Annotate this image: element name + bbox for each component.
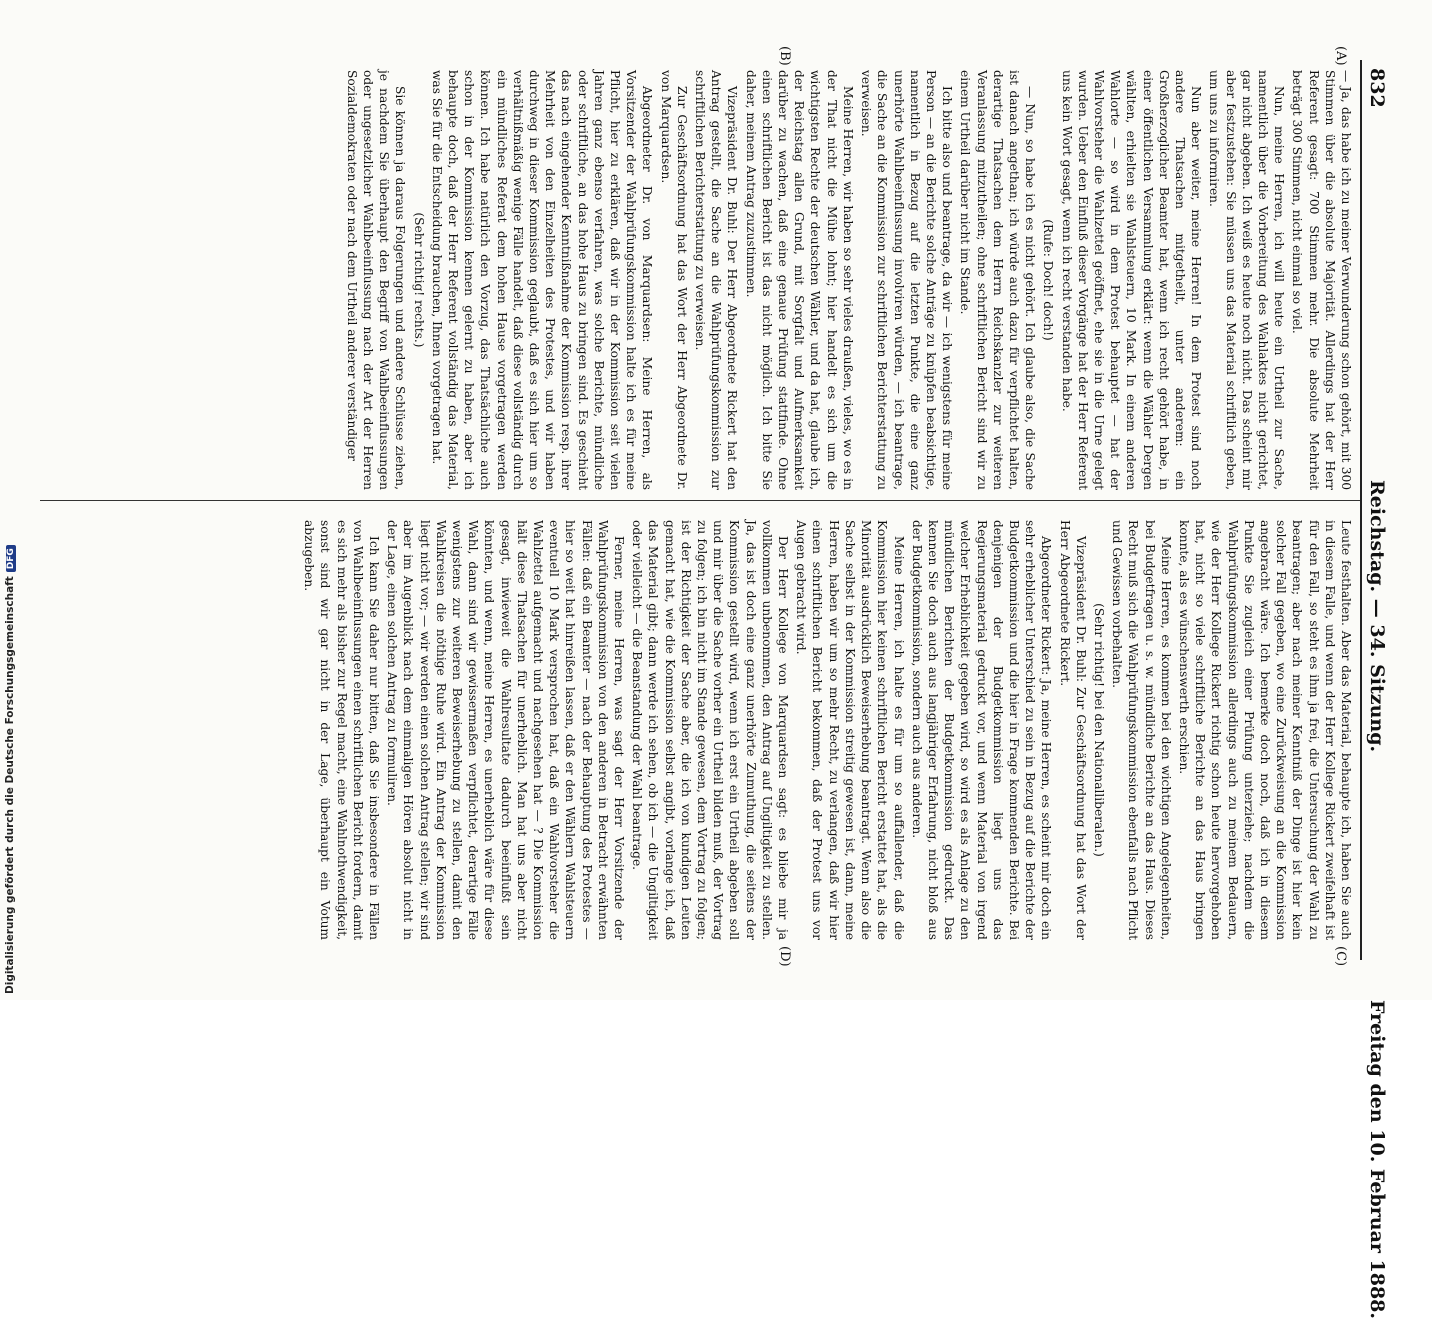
left-column [34,70,1354,490]
margin-marker-b: (B) [777,46,792,66]
margin-marker-a: (A) [1333,46,1348,66]
interjection: (Sehr richtig! rechts.) [411,212,426,348]
interjection: (Rufe: Doch! doch!) [1041,219,1056,341]
credit-text: Digitalisierung gefördert durch die Deutsche Forschungsgemeinschaft [4,576,16,994]
page-date: Freitag den 10. Februar 1888. [1366,1000,1388,1319]
paragraph: Vizepräsident Dr. Buhl: Zur Geschäftsordnung hat das Wort der Herr Abgeordnete Rickert. [1057,520,1088,940]
page-header [1360,60,1390,1319]
paragraph: Zur Geschäftsordnung hat das Wort der Herr Abgeordnete Dr. von Marquardsen. [658,70,689,490]
paragraph: Meine Herren, es kommen bei den wichtigen Angelegenheiten, bei Budgetfragen u. s. w. mündliche Berichte an das Haus. Dieses Recht muß sich die Wahlprüfungskommission ebenfalls nach Pflicht und Gewissen vorbehalten. [1110,520,1173,940]
paragraph: — Ja, das habe ich zu meiner Verwunderung schon gehört, mit 300 Stimmen über die absolute Majorität. Allerdings hat der Herr Referent gesagt: 700 Stimmen mehr. Die absolute Mehrheit beträgt 300 Stimmen, nicht einmal so viel. [1290,70,1353,490]
paragraph: Abgeordneter Dr. von Marquardsen: Meine Herren, als Vorsitzender der Wahlprüfungskommission halte ich es für meine Pflicht, hier zu erklären, daß wir in der Kommission seit vielen Jahren ganz ebenso verfahren, was solche Berichte, mündliche oder schriftliche, an das hohe Haus zu bringen sind. Es geschieht das nach eingehender Kenntnißnahme der Kommission resp. ihrer Mehrheit von den Einzelheiten des Protestes, und wir haben durchweg in dieser Kommission geglaubt, daß es sich hier um so verhältnißmäßig wenige Fälle handelt, daß diese vollständig durch ein mündliches Referat dem hohen Hause vorgetragen werden können. Ich habe natürlich den Vorzug, das Thatsächliche auch schon in der Kommission kennen gelernt zu haben, aber ich behaupte doch, daß der Herr Referent vollständig das Material, was Sie für die Entscheidung brauchen, Ihnen vorgetragen hat. [429,70,655,490]
paragraph: Ich bitte also und beantrage, da wir — ich wenigstens für meine Person — an die Berichte solche Anträge zu knüpfen beabsichtige, namentlich in Bezug auf die letzten Punkte, die eine ganz unerhörte Wahlbeeinflussung involviren würden, — ich beantrage, die Sache an die Kommission zur schriftlichen Berichterstattung zu verweisen. [859,70,955,490]
digitization-credit [4,545,16,994]
paragraph: — Nun, so habe ich es nicht gehört. Ich glaube also, die Sache ist danach angethan; ich würde auch dazu für verpflichtet halten, derartige Thatsachen dem Herrn Reichskanzler zur weiteren Veranlassung mitzutheilen; ohne schriftlichen Bericht sind wir zu einem Urtheil darüber nicht im Stande. [958,70,1038,490]
paragraph: Vizepräsident Dr. Buhl: Der Herr Abgeordnete Rickert hat den Antrag gestellt, die Sache an die Wahlprüfungskommission zur schriftlichen Berichterstattung zu verweisen. [693,70,740,490]
dfg-logo: DFG [6,545,16,572]
paragraph: Leute festhalten. Aber das Material, behaupte ich, haben Sie auch in diesem Falle, und wenn der Herr Kollege Rickert zweifelhaft ist für den Fall, so steht es ihm ja frei, die Untersuchung der Wahl zu beantragen; aber nach meiner Kenntniß der Dinge ist hier kein solcher Fall gegeben, wo eine Zurückweisung an die Kommission angebracht wäre. Ich bemerke doch noch, daß ich in diesem Punkte Sie zugleich einer Prüfung unterziehe; nachdem die Wahlprüfungskommission allerdings auch zu meinem Bedauern, wie der Herr Kollege Rickert richtig schon heute hervorgehoben hat, nicht so viele schriftliche Berichte an das Haus bringen konnte, als es wünschenswerth erschien. [1176,520,1353,940]
margin-marker-d: (D) [777,946,792,967]
paragraph: Meine Herren, wir haben so sehr vieles draußen, vieles, wo es in der That nicht die Mühe lohnt; hier handelt es sich um die wichtigsten Rechte der deutschen Wähler, und da hat, glaube ich, der Reichstag allen Grund, mit Sorgfalt und Aufmerksamkeit darüber zu wachen, daß eine genaue Prüfung stattfinde. Ohne einen schriftlichen Bericht ist das nicht möglich. Ich bitte Sie daher, meinem Antrag zuzustimmen. [743,70,855,490]
page-title: Reichstag. — 34. Sitzung. [1366,480,1388,753]
column-divider [40,500,1360,501]
margin-marker-c: (C) [1333,946,1348,967]
interjection: (Sehr richtig! bei den Nationalliberalen.) [1091,603,1106,857]
paragraph: Der Herr Kollege von Marquardsen sagt: es bliebe mir ja vollkommen unbenommen, den Antrag auf Ungiltigkeit zu stellen. Ja, das ist doch eine ganz unerhörte Zumuthung, die seitens der Kommission gestellt wird, wenn ich erst ein Urtheil abgeben soll und mir über die Sache vorher ein Urtheil bilden muß, der Vortrag zu folgen; ich bin nicht im Stande gewesen, dem Vortrag zu folgen; ist der Richtigkeit der Sache aber, die ich von kundigen Leuten gemacht hat, wie die Kommission selbst angibt, vorlange ich, daß das Material gibt; dann werde ich sehen, ob ich — die Ungiltigkeit oder vielleicht — die Beanstandung der Wahl beantrage. [630,520,791,940]
paragraph: Nun aber weiter, meine Herren! In dem Protest sind noch andere Thatsachen mitgetheilt, unter anderem: ein Großherzoglicher Beamter hat, wenn ich recht gehört habe, in einer öffentlichen Versammlung erklärt: wenn die Wähler Dergen wählten, erhielten sie Wahlsteuern, 10 Mark. In einem anderen Wahlorte — so wird in dem Protest behauptet — hat der Wahlvorsteher die Wahlzettel geöffnet, ehe sie in die Urne gelegt wurden. Ueber den Einfluß dieser Vorgänge hat der Herr Referent uns kein Wort gesagt, wenn ich recht verstanden habe. [1059,70,1204,490]
right-column [34,520,1354,940]
paragraph: Sie können ja daraus Folgerungen und andere Schlüsse ziehen, je nachdem Sie überhaupt den Begriff von Wahlbeeinflussungen oder ungesetzlicher Wahlbeeinflussung nach der Art der Herren Sozialdemokraten oder nach dem Urtheil anderer verständiger [344,70,408,490]
paragraph: Meine Herren, ich halte es für um so auffallender, daß die Kommission hier keinen schriftlichen Bericht erstattet hat, als die Minorität ausdrücklich Beweiserhebung beantragt. Wenn also die Sache selbst in der Kommission streitig gewesen ist, dann, meine Herren, haben wir um so mehr Recht, zu verlangen, daß wir hier einen schriftlichen Bericht bekommen, daß der Protest uns vor Augen gebracht wird. [794,520,906,940]
paragraph: Abgeordneter Rickert: Ja, meine Herren, es scheint mir doch ein sehr erheblicher Unterschied zu sein in Bezug auf die Berichte der Budgetkommission und die hier in Frage kommenden Berichte. Bei denjenigen der Budgetkommission liegt uns das Regierungsmaterial gedruckt vor, und wenn Material von irgend welcher Erheblichkeit gegeben wird, so wird es als Anlage zu den mündlichen Berichten der Budgetkommission gedruckt. Das kennen Sie doch auch aus langjähriger Erfahrung, nicht bloß aus der Budgetkommission, sondern auch aus anderen. [909,520,1054,940]
page-number: 832 [1366,68,1388,108]
paragraph: Ferner, meine Herren, was sagt der Herr Vorsitzende der Wahlprüfungskommission von den anderen in Betracht erwähnten Fällen: daß ein Beamter — nach der Behauptung des Protestes — hier so weit hat hinreißen lassen, daß er den Wählern Wahlsteuern eventuell 10 Mark versprochen hat, daß ein Wahlvorsteher die Wahlzettel aufgemacht und nachgesehen hat — ? Die Kommission hält diese Thatsachen für unerheblich. Man hat uns aber nicht gesagt, inwieweit die Wahlresultate dadurch beeinflußt sein könnten, und wenn, meine Herren, es unerheblich wäre für diese Wahl, dann sind wir gewissermaßen verpflichtet, derartige Fälle wenigstens zur weiteren Beweiserhebung zu stellen, damit den Wahlkreisen die nöthige Ruhe wird. Ein Antrag der Kommission liegt nicht vor; — wir werden einen solchen Antrag stellen; wir sind aber im Augenblick nach dem einmaligen Hören absolut nicht in der Lage, einen solchen Antrag zu formuliren. [385,520,627,940]
paragraph: Ich kann Sie daher nur bitten, daß Sie insbesondere in Fällen von Wahlbeeinflussungen einen schriftlichen Bericht fordern, damit es sich mehr als bisher zur Regel macht, eine Wahlnothwendigkeit, sonst sind wir gar nicht in der Lage, überhaupt ein Votum abzugeben. [302,520,382,940]
paragraph: Nun, meine Herren, ich will heute ein Urtheil zur Sache, namentlich über die Vorbereitung des Wahlaktes nicht gerichtet, gar nicht abgeben. Ich weiß es heute noch nicht. Das scheint mir aber festzustehen: Sie müssen uns das Material schriftlich geben, um uns zu informiren. [1207,70,1287,490]
